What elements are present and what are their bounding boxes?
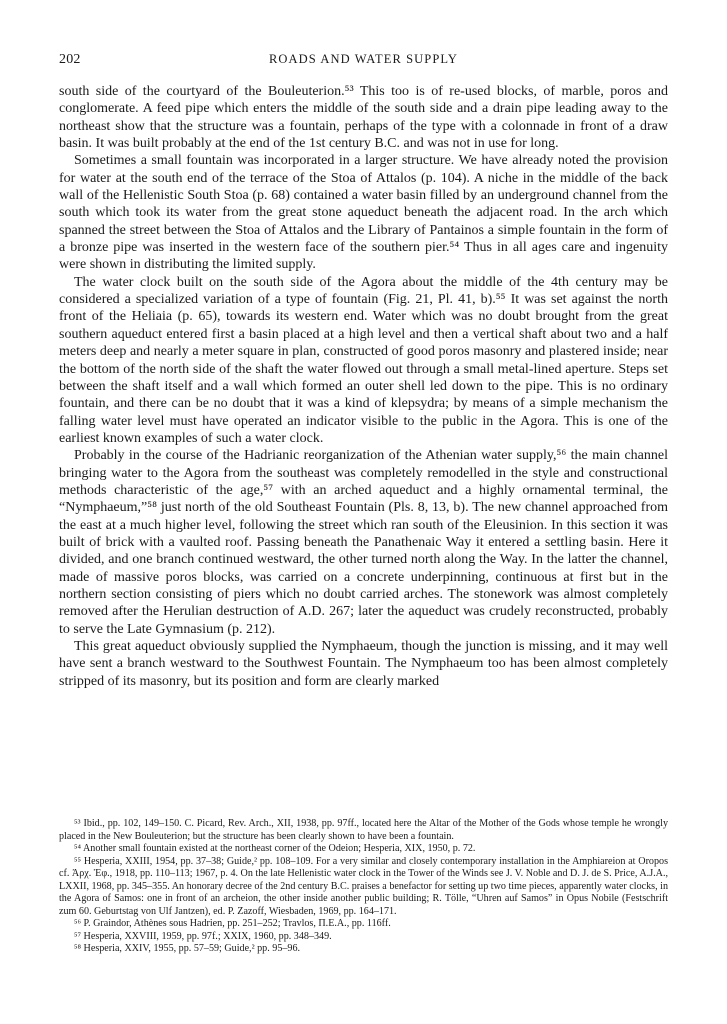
footnote: ⁵⁵ Hesperia, XXIII, 1954, pp. 37–38; Guide,² pp. 108–109. For a very similar and closely contemporary installation in the Amphiareion at Oropos cf. Ἀρχ. Ἐφ., 1918, pp. 110–113; 1967, p. 4. On the late Hellenistic water clock in the Tower of the Winds see J. V. Noble and D. J. de S. Price, A.J.A., LXXII, 1968, pp. 345–355. An honorary decree of the 2nd century B.C. praises a benefactor for setting up two time pieces, apparently water clocks, in the Agora of Samos: one in front of an archeion, the other inside another public building; R. Tölle, “Uhren auf Samos” in Opus Nobile (Festschrift zum 60. Geburtstag von Ulf Jantzen), ed. P. Zazoff, Wiesbaden, 1969, pp. 164–171. [59, 855, 668, 917]
main-text [59, 83, 668, 690]
footnote: ⁵⁷ Hesperia, XXVIII, 1959, pp. 97f.; XXIX, 1960, pp. 348–349. [74, 930, 332, 942]
footnote: ⁵³ Ibid., pp. 102, 149–150. C. Picard, Rev. Arch., XII, 1938, pp. 97ff., located here the Altar of the Mother of the Gods whose temple he wrongly placed in the New Bouleuterion; but the structure has been clearly shown to have been a fountain. [59, 818, 668, 842]
page-header [59, 52, 668, 72]
footnote: ⁵⁶ P. Graindor, Athènes sous Hadrien, pp. 251–252; Travlos, Π.Ε.Α., pp. 116ff. [74, 918, 391, 930]
running-head: ROADS AND WATER SUPPLY [268, 52, 459, 66]
footnotes [59, 818, 668, 956]
paragraph: The water clock built on the south side of the Agora about the middle of the 4th century may be considered a specialized variation of a type of fountain (Fig. 21, Pl. 41, b).⁵⁵ It was set against the north front of the Heliaia (p. 65), towards its western end. Water which was no doubt brought from the great southern aqueduct entered first a basin placed at a high level and then a vertical shaft about two and a half meters deep and nearly a meter square in plan, constructed of good poros masonry and plastered inside; near the bottom of the north side of the shaft the water flowed out through a small metal-lined aperture. Steps set between the shaft itself and a wall which formed an outer shell led down to the pipe. This is no ordinary fountain, and there can be no doubt that it was a kind of klepsydra; by means of a simple mechanism the falling water level must have operated an indicator visible to the public in the Agora. This is one of the earliest known examples of such a water clock. [59, 274, 668, 446]
footnote: ⁵⁸ Hesperia, XXIV, 1955, pp. 57–59; Guide,² pp. 95–96. [74, 943, 301, 955]
paragraph: Probably in the course of the Hadrianic reorganization of the Athenian water supply,⁵⁶ the main channel bringing water to the Agora from the southeast was completely remodelled in the style and constructional methods characteristic of the age,⁵⁷ with an arched aqueduct and a highly ornamental terminal, the “Nymphaeum,”⁵⁸ just north of the old Southeast Fountain (Pls. 8, 13, b). The new channel approached from the east at a much higher level, following the street which ran south of the Eleusinion. In this section it was built of brick with a vaulted roof. Passing beneath the Panathenaic Way it entered a settling basin. Here it divided, and one branch continued westward, the other turned north along the Way. In the latter the channel, made of massive poros blocks, was carried on a concrete underpinning, continuous at first but in the northern section consisting of piers which no doubt carried arches. The stonework was almost completely removed after the Herulian destruction of A.D. 267; later the aqueduct was crudely reconstructed, probably to serve the Late Gymnasium (p. 212). [59, 448, 668, 637]
paragraph: Sometimes a small fountain was incorporated in a larger structure. We have already noted the provision for water at the south end of the terrace of the Stoa of Attalos (p. 104). A niche in the middle of the back wall of the Hellenistic South Stoa (p. 68) contained a water basin filled by an underground channel from the south which took its water from the great stone aqueduct beneath the adjacent road. In the arch which spanned the street between the Stoa of Attalos and the Library of Pantainos a simple fountain in the form of a bronze pipe was inserted in the western face of the southern pier.⁵⁴ Thus in all ages care and ingenuity were shown in distributing the limited supply. [59, 153, 668, 273]
page-number: 202 [59, 52, 81, 67]
footnote: ⁵⁴ Another small fountain existed at the northeast corner of the Odeion; Hesperia, XIX, 1950, p. 72. [74, 843, 476, 855]
paragraph: south side of the courtyard of the Bouleuterion.⁵³ This too is of re-used blocks, of marble, poros and conglomerate. A feed pipe which enters the middle of the south side and a drain pipe leading away to the northeast show that the structure was a fountain, perhaps of the type with a colonnade in front of a draw basin. It was built probably at the end of the 1st century B.C. and was not in use for long. [59, 84, 668, 152]
paragraph: This great aqueduct obviously supplied the Nymphaeum, though the junction is missing, and it may well have sent a branch westward to the Southwest Fountain. The Nymphaeum too has been almost completely stripped of its masonry, but its position and form are clearly marked [59, 639, 668, 689]
